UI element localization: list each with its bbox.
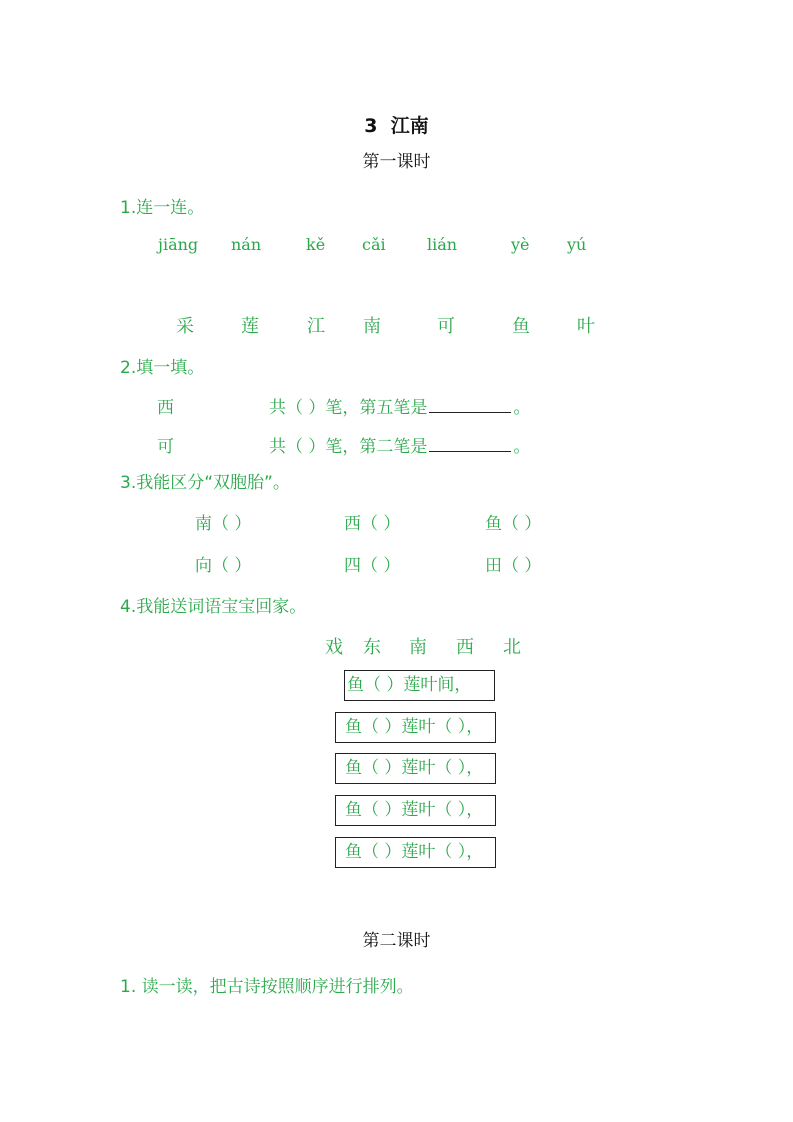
answer-blank-2[interactable] bbox=[429, 435, 511, 452]
twin-5: 四（ ） bbox=[344, 556, 401, 576]
pinyin-2: nán bbox=[231, 235, 262, 254]
word-box-1: 鱼（ ）莲叶间， bbox=[344, 670, 495, 701]
answer-blank-1[interactable] bbox=[429, 396, 511, 413]
fill-row-2 bbox=[269, 432, 530, 457]
word-box-2: 鱼（ ）莲叶（ ）， bbox=[335, 712, 496, 743]
pinyin-1: jiāng bbox=[158, 235, 199, 254]
char-6: 鱼 bbox=[512, 316, 530, 337]
question-4-label: 4.我能送词语宝宝回家。 bbox=[120, 597, 307, 617]
word-box-3: 鱼（ ）莲叶（ ）， bbox=[335, 753, 496, 784]
word-2: 东 bbox=[363, 637, 381, 658]
fill-row-2-char: 可 bbox=[157, 437, 174, 457]
pinyin-7: yú bbox=[567, 235, 587, 254]
word-3: 南 bbox=[409, 637, 427, 658]
fill-row-1-char: 西 bbox=[157, 398, 174, 418]
char-2: 莲 bbox=[241, 316, 259, 337]
twin-3: 鱼（ ） bbox=[485, 514, 542, 534]
word-5: 北 bbox=[503, 637, 521, 658]
fill-row-1-end: 。 bbox=[513, 398, 531, 418]
lesson-two-heading: 第二课时 bbox=[362, 931, 431, 951]
fill-row-2-text: 共（ ）笔，第二笔是 bbox=[269, 437, 428, 457]
twin-1: 南（ ） bbox=[195, 514, 252, 534]
question-2-label: 2.填一填。 bbox=[120, 358, 205, 378]
lesson-one-heading: 第一课时 bbox=[362, 152, 431, 172]
word-4: 西 bbox=[456, 637, 474, 658]
pinyin-3: kě bbox=[306, 235, 326, 254]
question-5-label: 1. 读一读，把古诗按照顺序进行排列。 bbox=[120, 977, 414, 997]
word-box-5: 鱼（ ）莲叶（ ）， bbox=[335, 837, 496, 868]
fill-row-2-end: 。 bbox=[513, 437, 531, 457]
title-text: 江南 bbox=[390, 115, 429, 137]
word-1: 戏 bbox=[325, 637, 343, 658]
fill-row-1 bbox=[269, 393, 530, 418]
twin-2: 西（ ） bbox=[344, 514, 401, 534]
char-4: 南 bbox=[363, 316, 381, 337]
pinyin-4: cǎi bbox=[362, 235, 386, 254]
question-3-label: 3.我能区分“双胞胎”。 bbox=[120, 473, 290, 493]
title-number: 3 bbox=[364, 115, 378, 137]
twin-4: 向（ ） bbox=[195, 556, 252, 576]
pinyin-6: yè bbox=[511, 235, 530, 254]
page-title bbox=[0, 111, 793, 138]
twin-6: 田（ ） bbox=[485, 556, 542, 576]
char-1: 采 bbox=[176, 316, 194, 337]
question-1-label: 1.连一连。 bbox=[120, 198, 205, 218]
char-3: 江 bbox=[307, 316, 325, 337]
fill-row-1-text: 共（ ）笔，第五笔是 bbox=[269, 398, 428, 418]
char-7: 叶 bbox=[577, 316, 595, 337]
char-5: 可 bbox=[437, 316, 455, 337]
word-box-4: 鱼（ ）莲叶（ ）， bbox=[335, 795, 496, 826]
pinyin-5: lián bbox=[427, 235, 458, 254]
